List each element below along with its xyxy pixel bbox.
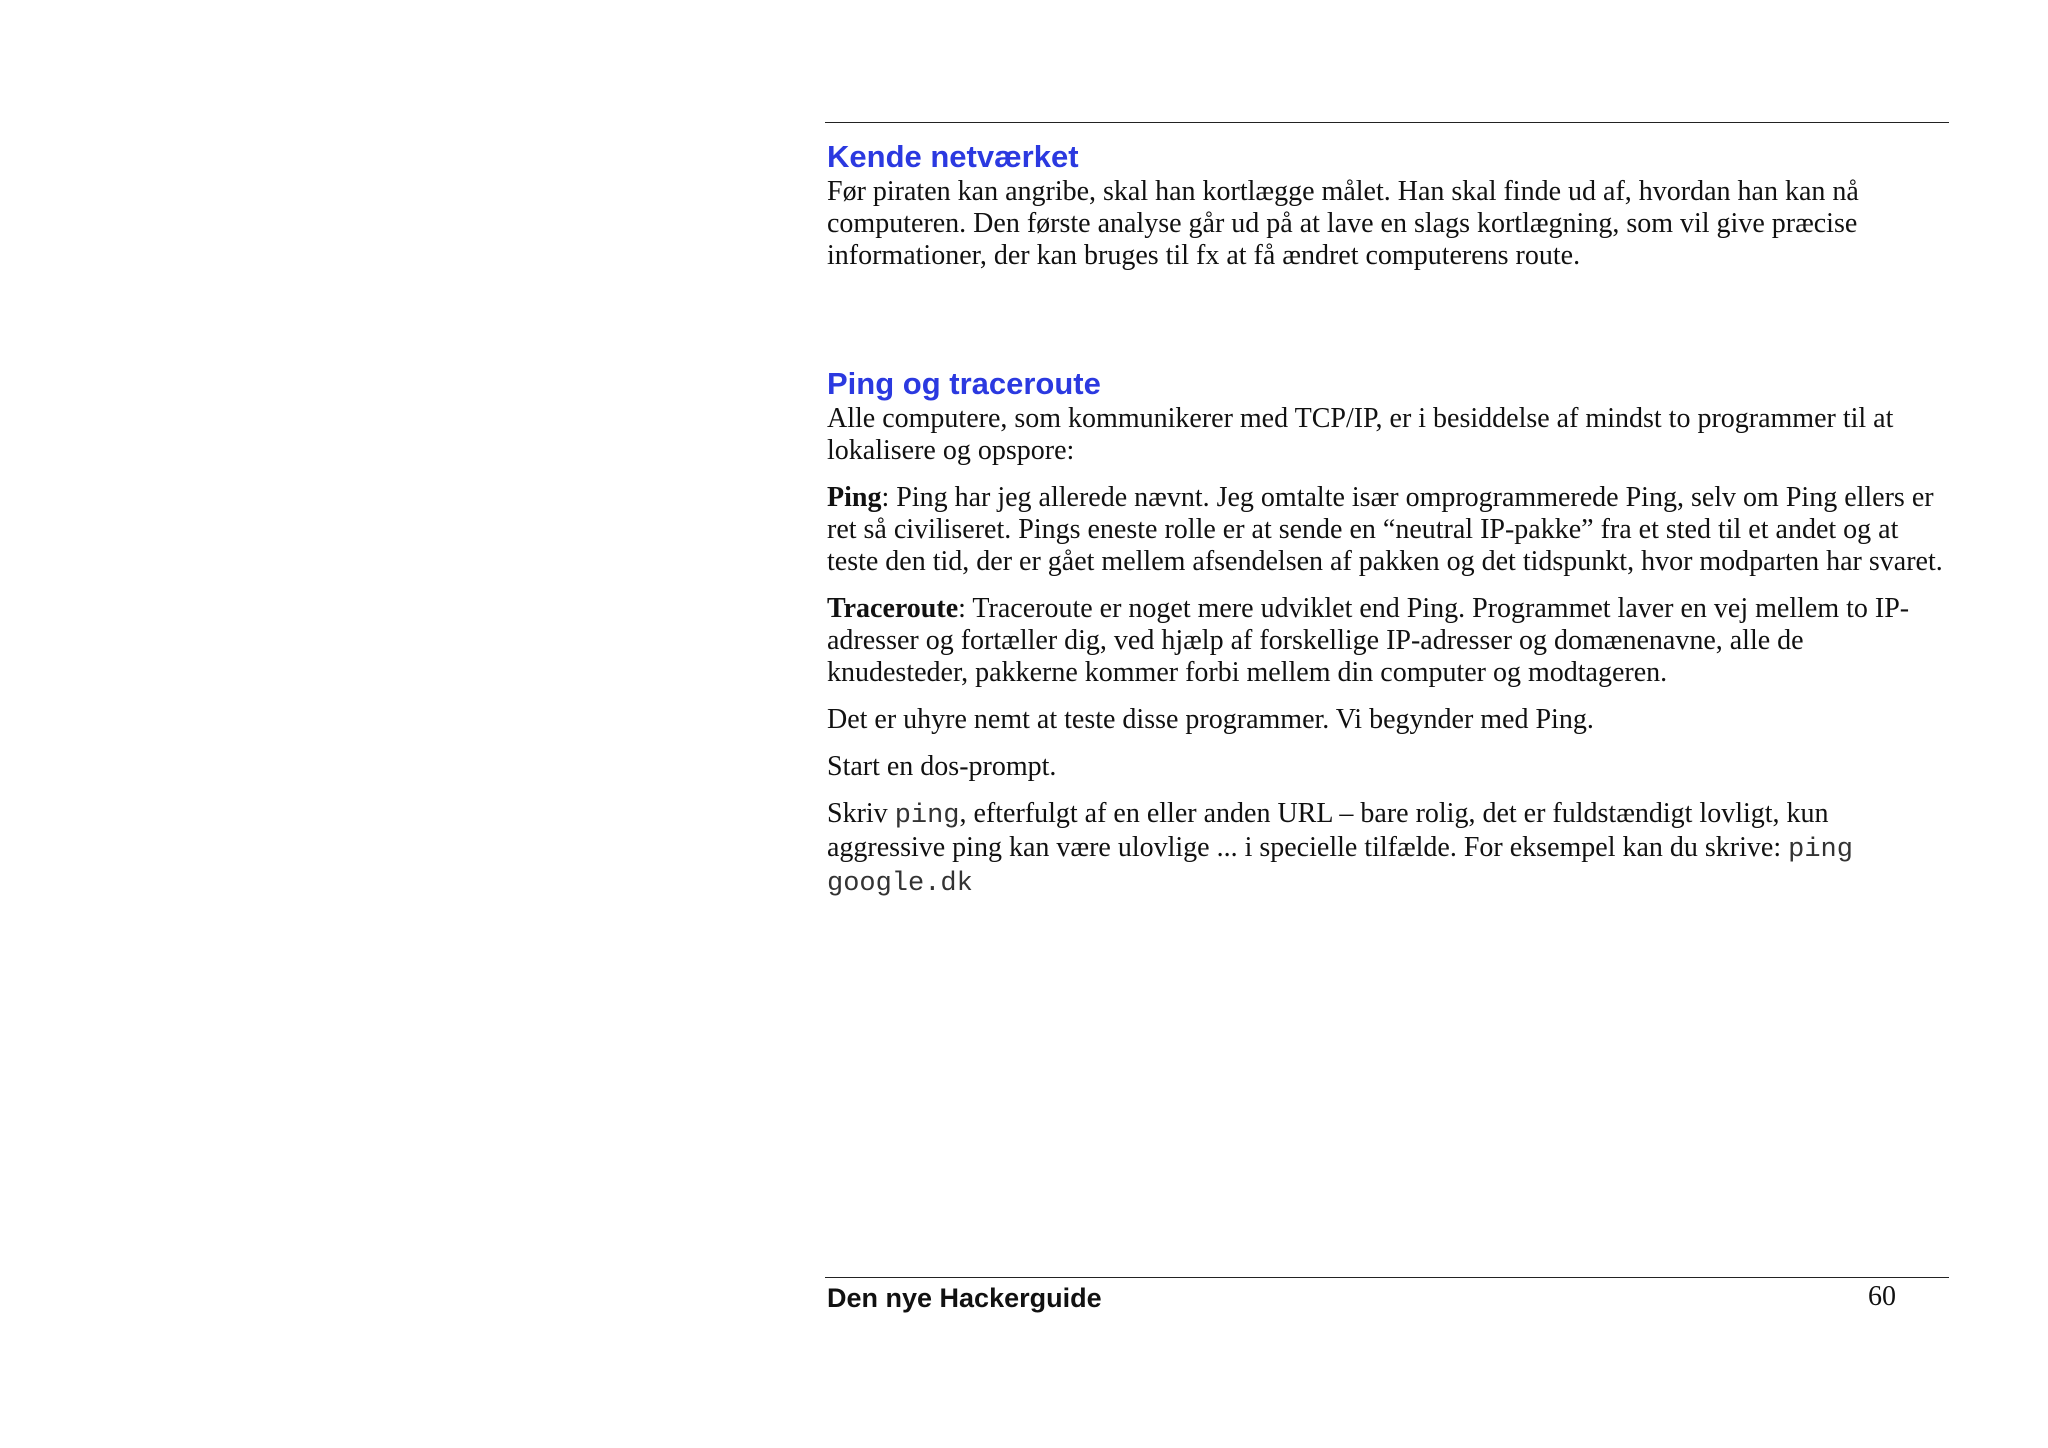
write-ping-paragraph bbox=[827, 798, 1947, 900]
section-kende-netvaerket bbox=[827, 138, 1947, 287]
intro-paragraph: Alle computere, som kommunikerer med TCP/IP, er i besiddelse af mindst to programmer til at lokalisere og opspore: bbox=[827, 403, 1894, 466]
traceroute-paragraph bbox=[827, 593, 1947, 689]
section-ping-og-traceroute bbox=[827, 365, 1947, 915]
section-heading: Ping og traceroute bbox=[827, 366, 1101, 401]
traceroute-term: Traceroute bbox=[827, 593, 959, 624]
write-middle: , efterfulgt af en eller anden URL – bare rolig, det er fuldstændigt lovligt, kun aggressive ping kan være ulovlige ... i specielle tilfælde. For eksempel kan du skrive: bbox=[827, 798, 1829, 863]
easy-test-paragraph: Det er uhyre nemt at teste disse programmer. Vi begynder med Ping. bbox=[827, 704, 1594, 735]
footer-rule bbox=[825, 1277, 1949, 1278]
page-number: 60 bbox=[1868, 1281, 1896, 1312]
write-prefix: Skriv bbox=[827, 798, 895, 829]
header-rule bbox=[825, 122, 1949, 123]
ping-command: ping bbox=[894, 801, 960, 831]
section-paragraph: Før piraten kan angribe, skal han kortlægge målet. Han skal finde ud af, hvordan han kan nå computeren. Den første analyse går ud på at lave en slags kortlægning, som vil give præcise informationer, der kan bruges til fx at få ændret computerens route. bbox=[827, 176, 1859, 271]
ping-description: : Ping har jeg allerede nævnt. Jeg omtalte især omprogrammerede Ping, selv om Ping ellers er ret så civiliseret. Pings eneste rolle er at sende en “neutral IP-pakke” fra et sted til et andet og at teste den tid, der er gået mellem afsendelsen af pakken og det tidspunkt, hvor modparten har svaret. bbox=[827, 482, 1943, 577]
traceroute-description: : Traceroute er noget mere udviklet end Ping. Programmet laver en vej mellem to IP-adresser og fortæller dig, ved hjælp af forskellige IP-adresser og domænenavne, alle de knudesteder, pakkerne kommer forbi mellem din computer og modtageren. bbox=[827, 593, 1910, 688]
footer-book-title: Den nye Hackerguide bbox=[827, 1283, 1102, 1313]
section-heading: Kende netværket bbox=[827, 139, 1079, 174]
ping-term: Ping bbox=[827, 482, 882, 513]
ping-example-command: ping google.dk bbox=[827, 835, 1853, 899]
ping-paragraph bbox=[827, 482, 1947, 578]
start-prompt-paragraph: Start en dos-prompt. bbox=[827, 751, 1057, 782]
